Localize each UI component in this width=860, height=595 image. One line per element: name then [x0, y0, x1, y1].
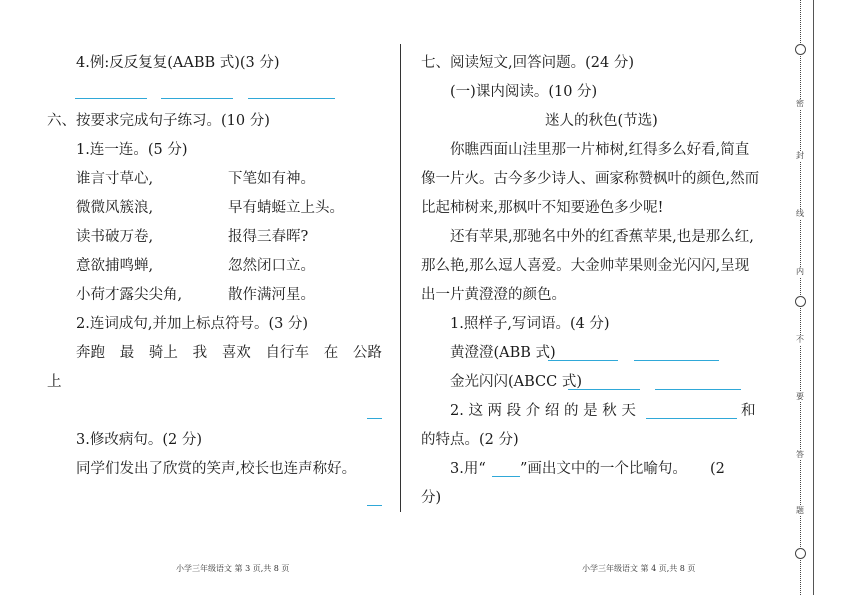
passage-line: 你瞧西面山洼里那一片柿树,红得多么好看,简直: [450, 142, 750, 158]
abcc-answer-blank-1[interactable]: [568, 389, 640, 390]
q4-answer-blank-1[interactable]: [75, 98, 147, 99]
sentence-building-prompt: 2.连词成句,并加上标点符号。(3 分): [76, 316, 309, 332]
match-right-5[interactable]: 散作满河星。: [228, 287, 315, 303]
fix-sentence-answer-blank[interactable]: [367, 505, 382, 506]
binding-char: 题: [793, 506, 807, 516]
abb-answer-blank-2[interactable]: [634, 360, 719, 361]
word: 喜欢: [221, 345, 251, 361]
word: 公路: [352, 345, 382, 361]
binding-char: 线: [793, 209, 807, 219]
binding-strip: [794, 0, 808, 595]
q4-answer-blank-2[interactable]: [161, 98, 233, 99]
faulty-sentence: 同学们发出了欣赏的笑声,校长也连声称好。: [76, 461, 357, 477]
in-class-reading-subtitle: (一)课内阅读。(10 分): [450, 84, 598, 100]
word: 我: [192, 345, 208, 361]
passage-title: 迷人的秋色(节选): [545, 113, 658, 129]
match-left-3[interactable]: 读书破万卷,: [76, 229, 154, 245]
page-footer-left: 小学三年级语文 第 3 页,共 8 页: [176, 564, 290, 573]
underline-sample: [492, 476, 520, 477]
season-feature-connector: 和: [741, 403, 756, 419]
simile-prompt-start: 3.用“: [450, 461, 486, 477]
word-pattern-prompt: 1.照样子,写词语。(4 分): [450, 316, 610, 332]
word-list-continuation: 上: [47, 374, 62, 390]
page-footer-right: 小学三年级语文 第 4 页,共 8 页: [582, 564, 696, 573]
q4-prompt: 4.例:反反复复(AABB 式)(3 分): [76, 55, 280, 71]
season-feature-prompt-end: 的特点。(2 分): [421, 432, 519, 448]
abcc-answer-blank-2[interactable]: [655, 389, 741, 390]
simile-score: (2: [710, 461, 725, 477]
match-right-1[interactable]: 下笔如有神。: [228, 171, 315, 187]
word-list: [76, 343, 382, 363]
season-feature-blank[interactable]: [646, 418, 737, 419]
column-divider: [400, 44, 401, 512]
match-left-2[interactable]: 微微风簇浪,: [76, 200, 154, 216]
season-feature-prompt: 2. 这 两 段 介 绍 的 是 秋 天: [450, 403, 636, 419]
section-7-title: 七、阅读短文,回答问题。(24 分): [421, 55, 634, 71]
word: 在: [323, 345, 339, 361]
abb-answer-blank-1[interactable]: [548, 360, 618, 361]
binding-char: 密: [793, 99, 807, 109]
passage-line: 比起柿树来,那枫叶不知要逊色多少呢!: [421, 200, 664, 216]
simile-score-end: 分): [421, 490, 442, 506]
binding-rule: [813, 0, 814, 595]
binding-hole-icon: [795, 44, 806, 55]
match-right-3[interactable]: 报得三春晖?: [228, 229, 309, 245]
match-left-4[interactable]: 意欲捕鸣蝉,: [76, 258, 154, 274]
fix-sentence-prompt: 3.修改病句。(2 分): [76, 432, 202, 448]
word: 最: [119, 345, 135, 361]
binding-char: 答: [793, 450, 807, 460]
section-6-title: 六、按要求完成句子练习。(10 分): [47, 113, 270, 129]
matching-prompt: 1.连一连。(5 分): [76, 142, 188, 158]
binding-char: 要: [793, 392, 807, 402]
word: 奔跑: [76, 345, 105, 361]
binding-char: 封: [793, 151, 807, 161]
binding-hole-icon: [795, 548, 806, 559]
passage-line: 像一片火。古今多少诗人、画家称赞枫叶的颜色,然而: [421, 171, 760, 187]
sentence-answer-blank[interactable]: [367, 418, 382, 419]
passage-line: 那么艳,那么逗人喜爱。大金帅苹果则金光闪闪,呈现: [421, 258, 750, 274]
abcc-example: 金光闪闪(ABCC 式): [450, 374, 583, 390]
binding-char: 不: [793, 335, 807, 345]
match-right-2[interactable]: 早有蜻蜓立上头。: [228, 200, 344, 216]
word: 骑上: [148, 345, 178, 361]
match-left-1[interactable]: 谁言寸草心,: [76, 171, 154, 187]
binding-hole-icon: [795, 296, 806, 307]
binding-char: 内: [793, 267, 807, 277]
match-right-4[interactable]: 忽然闭口立。: [228, 258, 315, 274]
word: 自行车: [265, 345, 310, 361]
match-left-5[interactable]: 小荷才露尖尖角,: [76, 287, 183, 303]
abb-example: 黄澄澄(ABB 式): [450, 345, 556, 361]
passage-line: 还有苹果,那驰名中外的红香蕉苹果,也是那么红,: [450, 229, 754, 245]
passage-line: 出一片黄澄澄的颜色。: [421, 287, 566, 303]
simile-prompt-end: ”画出文中的一个比喻句。: [520, 461, 687, 477]
q4-answer-blank-3[interactable]: [248, 98, 335, 99]
